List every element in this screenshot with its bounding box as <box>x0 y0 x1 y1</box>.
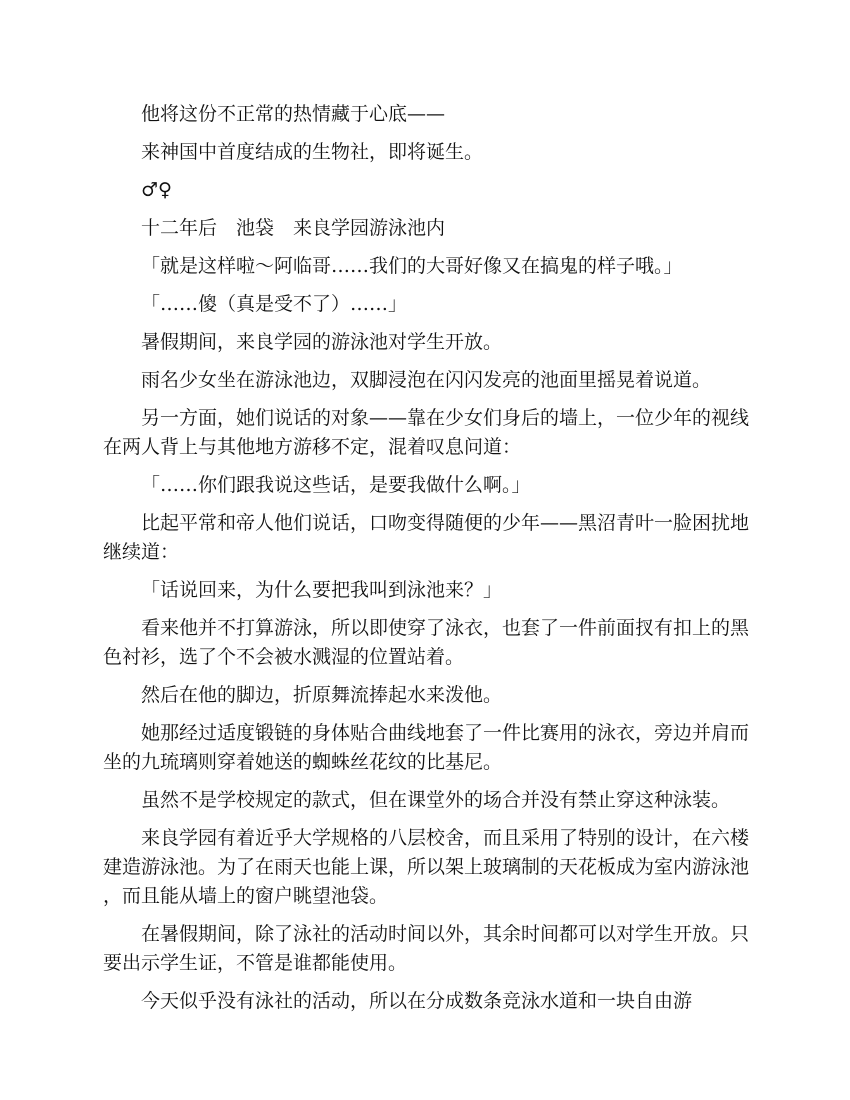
paragraph: 今天似乎没有泳社的活动，所以在分成数条竞泳水道和一块自由游 <box>141 990 693 1012</box>
paragraph: 虽然不是学校规定的款式，但在课堂外的场合并没有禁止穿这种泳装。 <box>141 789 731 811</box>
paragraph: 暑假期间，来良学园的游泳池对学生开放。 <box>141 331 503 353</box>
paragraph: 雨名少女坐在游泳池边，双脚浸泡在闪闪发亮的池面里摇晃着说道。 <box>141 369 712 391</box>
dialogue-paragraph: 「就是这样啦～阿临哥……我们的大哥好像又在搞鬼的样子哦。」 <box>141 255 683 277</box>
paragraph: 看来他并不打算游泳，所以即使穿了泳衣，也套了一件前面扠有扣上的黑色衬衫，选了个不会被水溅湿的位置站着。 <box>103 617 750 668</box>
dialogue-paragraph: 「话说回来，为什么要把我叫到泳池来？」 <box>141 579 503 601</box>
paragraph: 另一方面，她们说话的对象——靠在少女们身后的墙上，一位少年的视线在两人背上与其他地方游移不定，混着叹息问道： <box>103 407 750 458</box>
paragraph: 来良学园有着近乎大学规格的八层校舍，而且采用了特别的设计，在六楼建造游泳池。为了在雨天也能上课，所以架上玻璃制的天花板成为室内游泳池，而且能从墙上的窗户眺望池袋。 <box>103 827 750 907</box>
dialogue-paragraph: 「……傻（真是受不了）……」 <box>141 293 408 315</box>
dialogue-paragraph: 「……你们跟我说这些话，是要我做什么啊。」 <box>141 474 531 496</box>
scene-break-symbol: ♂♀ <box>141 179 172 201</box>
paragraph: 比起平常和帝人他们说话，口吻变得随便的少年——黑沼青叶一脸困扰地继续道： <box>103 512 750 563</box>
paragraph: 来神国中首度结成的生物社，即将诞生。 <box>141 141 484 163</box>
paragraph: 在暑假期间，除了泳社的活动时间以外，其余时间都可以对学生开放。只要出示学生证，不管是谁都能使用。 <box>103 923 750 974</box>
scene-heading: 十二年后 池袋 来良学园游泳池内 <box>141 217 446 239</box>
paragraph: 然后在他的脚边，折原舞流捧起水来泼他。 <box>141 684 503 706</box>
document-page <box>103 100 753 1025</box>
paragraph: 他将这份不正常的热情藏于心底—— <box>141 103 446 125</box>
paragraph: 她那经过适度锻链的身体贴合曲线地套了一件比赛用的泳衣，旁边并肩而坐的九琉璃则穿着她送的蜘蛛丝花纹的比基尼。 <box>103 722 750 773</box>
